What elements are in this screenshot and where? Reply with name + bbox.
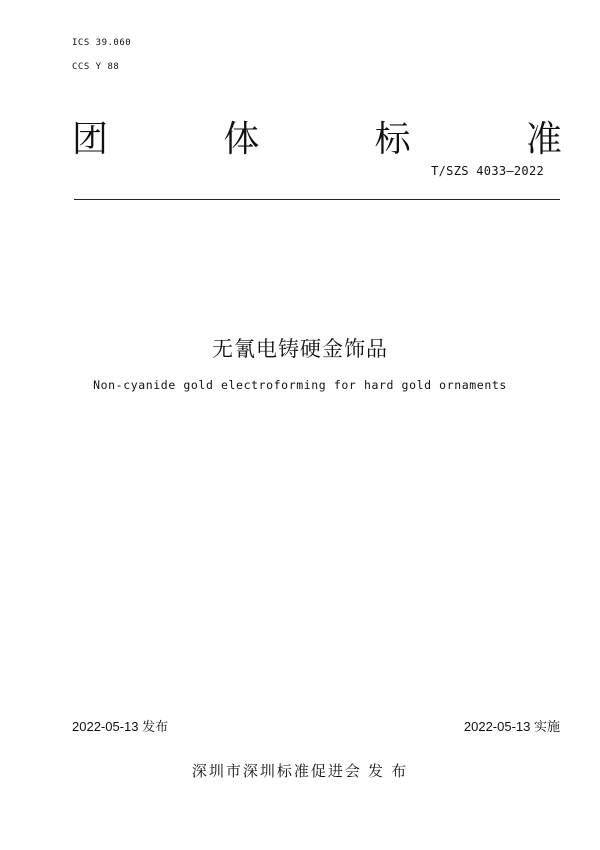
document-type-heading	[72, 118, 562, 162]
publisher: 深圳市深圳标准促进会 发 布	[191, 763, 409, 780]
header-divider	[74, 199, 560, 200]
issue-date: 2022-05-13 发布	[72, 719, 169, 734]
document-type-char: 准	[525, 119, 562, 160]
implementation-date: 2022-05-13 实施	[463, 719, 560, 734]
standard-number: T/SZS 4033—2022	[431, 164, 544, 178]
document-type-char: 体	[223, 119, 260, 160]
document-type-char: 标	[374, 119, 411, 160]
title-chinese: 无氰电铸硬金饰品	[212, 337, 388, 361]
ics-code: ICS 39.060	[72, 38, 132, 48]
ccs-code: CCS Y 88	[72, 62, 120, 72]
document-type-char: 团	[72, 119, 109, 160]
title-english: Non-cyanide gold electroforming for hard gold ornaments	[93, 378, 507, 392]
